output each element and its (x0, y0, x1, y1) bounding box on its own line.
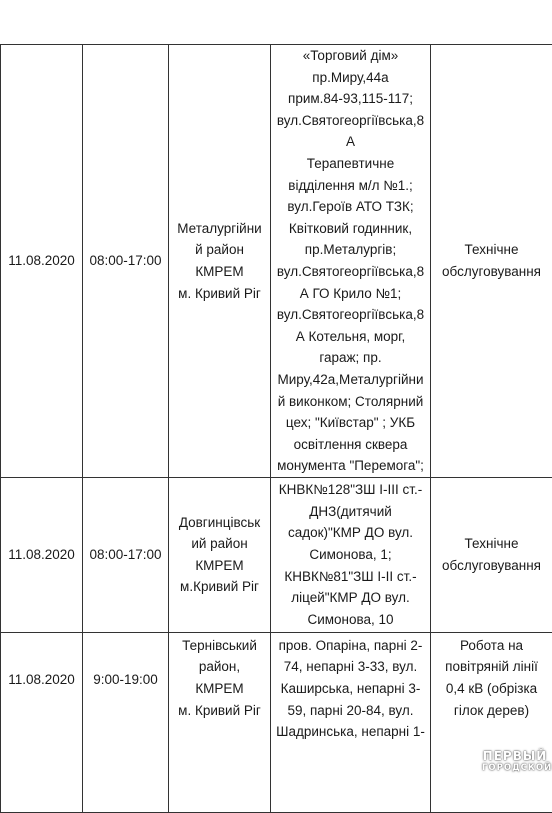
date-cell: 11.08.2020 (1, 632, 83, 812)
addresses-cell: пров. Опаріна, парні 2- 74, непарні 3-33, вул. Каширська, непарні 3- 59, парні 20-84, вул. Шадринська, непарні 1- (271, 632, 431, 812)
district-cell: Тернівський район, КМРЕМ м. Кривий Ріг (169, 632, 271, 812)
district-cell: Металургійни й район КМРЕМ м. Кривий Ріг (169, 45, 271, 478)
work-type-cell: Робота на повітряній лінії 0,4 кВ (обрізка гілок дерев) (431, 632, 552, 812)
watermark-logo (482, 749, 548, 777)
time-cell: 9:00-19:00 (83, 632, 169, 812)
addresses-cell: КНВК№128"ЗШ І-ІІІ ст.- ДНЗ(дитячий садок)"КМР ДО вул. Симонова, 1; КНВК№81"ЗШ І-ІІ ст.- ліцей"КМР ДО вул. Симонова, 10 (271, 477, 431, 632)
date-cell: 11.08.2020 (1, 477, 83, 632)
table-row (1, 632, 552, 812)
table-row (1, 45, 552, 478)
work-type-cell: Технічне обслуговування (431, 45, 552, 478)
outage-schedule-table (0, 44, 552, 813)
watermark-line2: ГОРОДСКОЙ (482, 763, 548, 774)
district-cell: Довгинцівськ ий район КМРЕМ м.Кривий Ріг (169, 477, 271, 632)
time-cell: 08:00-17:00 (83, 45, 169, 478)
work-type-cell: Технічне обслуговування (431, 477, 552, 632)
table-row (1, 477, 552, 632)
addresses-cell: «Торговий дім» пр.Миру,44а прим.84-93,115-117; вул.Святогеоргіївська,8 А Терапевтичне відділення м/л №1.; вул.Героїв АТО ТЗК; Квітковий годинник, пр.Металургів; вул.Святогеоргіївська,8 А ГО Крило №1; вул.Святогеоргіївська,8 А Котельня, морг, гараж; пр. Миру,42а,Металургійни й виконком; Столярний цех; "Київстар" ; УКБ освітлення сквера монумента "Перемога"; (271, 45, 431, 478)
watermark-line1: ПЕРВЫЙ (482, 749, 548, 763)
time-cell: 08:00-17:00 (83, 477, 169, 632)
date-cell: 11.08.2020 (1, 45, 83, 478)
